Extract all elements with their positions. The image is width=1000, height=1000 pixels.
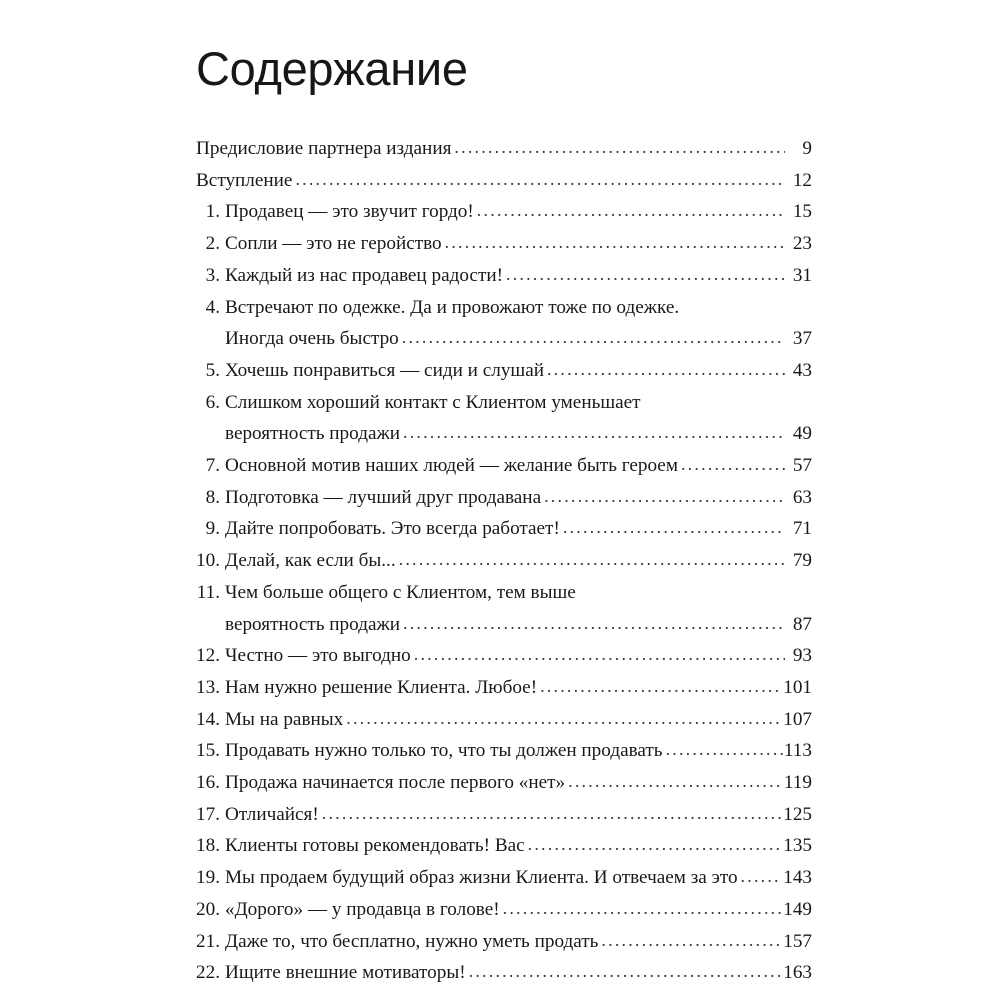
toc-dot-leader (477, 195, 785, 227)
toc-entry[interactable] (190, 704, 812, 736)
toc-page-number: 63 (792, 486, 812, 508)
toc-entry-number: 11. (196, 581, 220, 603)
toc-dot-leader (547, 354, 785, 386)
toc-entry-label: вероятность продажи (225, 423, 400, 445)
toc-entry-continuation-line (190, 609, 812, 641)
toc-entry-line (190, 862, 812, 894)
toc-entry[interactable] (190, 387, 812, 450)
toc-dot-leader (346, 703, 782, 735)
toc-entry[interactable] (190, 672, 812, 704)
toc-entry[interactable] (190, 165, 812, 197)
toc-dot-leader (563, 512, 785, 544)
toc-dot-leader (454, 132, 785, 164)
toc-entry-line (190, 355, 812, 387)
toc-entry[interactable] (190, 830, 812, 862)
toc-entry-number: 4. (205, 296, 220, 318)
toc-entry-number: 16. (196, 772, 220, 794)
toc-entry-label: Продажа начинается после первого «нет» (225, 772, 566, 794)
toc-page-number: 135 (783, 835, 812, 857)
toc-dot-leader (402, 322, 785, 354)
toc-entry-number: 3. (205, 264, 220, 286)
toc-entry-number: 9. (205, 518, 220, 540)
toc-page-number: 15 (792, 201, 812, 223)
toc-page-number: 71 (792, 518, 812, 540)
toc-entry-line (190, 260, 812, 292)
toc-dot-leader (741, 861, 783, 893)
table-of-contents-list (190, 133, 812, 989)
toc-entry-label: Подготовка — лучший друг продавана (225, 486, 542, 508)
toc-entry[interactable] (190, 196, 812, 228)
toc-page-number: 57 (792, 455, 812, 477)
toc-entry-number: 10. (196, 550, 220, 572)
toc-entry-label: Клиенты готовы рекомендовать! Вас (225, 835, 525, 857)
toc-entry-number: 15. (196, 740, 220, 762)
toc-entry-label: Даже то, что бесплатно, нужно уметь продать (225, 930, 599, 952)
toc-page-number: 93 (792, 645, 812, 667)
toc-entry-label: вероятность продажи (225, 613, 400, 635)
toc-entry-number: 8. (205, 486, 220, 508)
toc-dot-leader (322, 798, 782, 830)
toc-entry-label: Нам нужно решение Клиента. Любое! (225, 676, 538, 698)
toc-dot-leader (601, 925, 782, 957)
toc-entry-line (190, 545, 812, 577)
toc-entry-line (190, 957, 812, 989)
toc-entry-label: Продавец — это звучит гордо! (225, 201, 474, 223)
toc-dot-leader (666, 734, 783, 766)
toc-entry-line (190, 704, 812, 736)
toc-page-number: 125 (783, 803, 812, 825)
toc-entry-label: Отличайся! (225, 803, 319, 825)
toc-entry-line (190, 513, 812, 545)
toc-entry-line (190, 672, 812, 704)
toc-dot-leader (540, 671, 782, 703)
toc-entry-continuation-line (190, 418, 812, 450)
toc-page-number: 107 (783, 708, 812, 730)
toc-page-number: 101 (783, 676, 812, 698)
toc-page-number: 12 (792, 169, 812, 191)
toc-page-number: 149 (783, 898, 812, 920)
toc-entry[interactable] (190, 228, 812, 260)
toc-entry-label: Каждый из нас продавец радости! (225, 264, 503, 286)
toc-entry-line (190, 228, 812, 260)
toc-entry-number: 7. (205, 455, 220, 477)
toc-entry-label: Хочешь понравиться — сиди и слушай (225, 359, 544, 381)
toc-entry-label: Дайте попробовать. Это всегда работает! (225, 518, 560, 540)
toc-entry-label: Мы на равных (225, 708, 344, 730)
toc-page-number: 87 (792, 613, 812, 635)
toc-page-number: 23 (792, 233, 812, 255)
toc-entry-label: Чем больше общего с Клиентом, тем выше (225, 581, 576, 603)
toc-entry[interactable] (190, 545, 812, 577)
toc-entry[interactable] (190, 767, 812, 799)
toc-dot-leader (568, 766, 783, 798)
toc-entry-line (190, 482, 812, 514)
toc-entry-number: 21. (196, 930, 220, 952)
toc-entry-label: Вступление (196, 169, 293, 191)
toc-entry[interactable] (190, 260, 812, 292)
toc-dot-leader (469, 956, 783, 988)
toc-entry-line (190, 387, 812, 419)
toc-entry-line (190, 133, 812, 165)
toc-dot-leader (403, 608, 785, 640)
toc-entry-label: Ищите внешние мотиваторы! (225, 962, 466, 984)
toc-page-number: 49 (792, 423, 812, 445)
toc-entry-number: 14. (196, 708, 220, 730)
toc-dot-leader (506, 259, 785, 291)
toc-entry-number: 17. (196, 803, 220, 825)
toc-entry-number: 13. (196, 676, 220, 698)
toc-entry-label: Иногда очень быстро (225, 328, 399, 350)
toc-page-number: 37 (792, 328, 812, 350)
page-title: Содержание (196, 42, 468, 96)
toc-entry-label: Делай, как если бы... (225, 550, 396, 572)
toc-entry-line (190, 799, 812, 831)
toc-entry-line (190, 640, 812, 672)
toc-entry-line (190, 450, 812, 482)
toc-entry-number: 2. (205, 233, 220, 255)
toc-page-number: 163 (783, 962, 812, 984)
toc-entry-line (190, 830, 812, 862)
toc-entry-label: Слишком хороший контакт с Клиентом уменьшает (225, 391, 641, 413)
toc-page-number: 143 (783, 867, 812, 889)
toc-entry-number: 20. (196, 898, 220, 920)
toc-entry[interactable] (190, 482, 812, 514)
toc-entry-line (190, 767, 812, 799)
toc-entry-label: Сопли — это не геройство (225, 233, 442, 255)
toc-entry[interactable] (190, 862, 812, 894)
toc-entry[interactable] (190, 133, 812, 165)
toc-entry-number: 18. (196, 835, 220, 857)
toc-dot-leader (414, 639, 785, 671)
toc-dot-leader (544, 481, 785, 513)
toc-entry-number: 22. (196, 962, 220, 984)
toc-page-number: 119 (783, 772, 812, 794)
toc-page-number: 43 (792, 359, 812, 381)
toc-page-number: 113 (783, 740, 812, 762)
toc-entry[interactable] (190, 355, 812, 387)
toc-dot-leader (681, 449, 785, 481)
toc-entry[interactable] (190, 292, 812, 355)
toc-dot-leader (295, 164, 785, 196)
toc-entry-number: 19. (196, 867, 220, 889)
toc-entry[interactable] (190, 513, 812, 545)
toc-entry-line (190, 926, 812, 958)
toc-entry-continuation-line (190, 323, 812, 355)
toc-entry[interactable] (190, 735, 812, 767)
toc-entry-number: 12. (196, 645, 220, 667)
toc-page-number: 79 (792, 550, 812, 572)
toc-entry[interactable] (190, 926, 812, 958)
toc-dot-leader (503, 893, 783, 925)
toc-entry-label: Предисловие партнера издания (196, 138, 452, 159)
toc-entry[interactable] (190, 894, 812, 926)
toc-dot-leader (399, 544, 785, 576)
toc-entry-line (190, 292, 812, 324)
toc-entry[interactable] (190, 799, 812, 831)
toc-entry-label: Встречают по одежке. Да и провожают тоже по одежке. (225, 296, 680, 318)
toc-dot-leader (403, 417, 785, 449)
toc-entry-label: Продавать нужно только то, что ты должен продавать (225, 740, 663, 762)
toc-entry-label: Основной мотив наших людей — желание быть героем (225, 455, 678, 477)
toc-entry-label: Мы продаем будущий образ жизни Клиента. И отвечаем за это (225, 867, 738, 889)
toc-entry-number: 1. (205, 201, 220, 223)
toc-entry-number: 5. (205, 359, 220, 381)
toc-entry-label: «Дорого» — у продавца в голове! (225, 898, 500, 920)
toc-entry-line (190, 196, 812, 228)
toc-entry[interactable] (190, 640, 812, 672)
toc-entry[interactable] (190, 577, 812, 640)
toc-entry-label: Честно — это выгодно (225, 645, 411, 667)
toc-entry-line (190, 577, 812, 609)
toc-page-number: 157 (783, 930, 812, 952)
toc-entry-number: 6. (205, 391, 220, 413)
toc-entry-line (190, 894, 812, 926)
toc-entry[interactable] (190, 450, 812, 482)
toc-page-number: 31 (792, 264, 812, 286)
toc-dot-leader (528, 829, 783, 861)
toc-entry-line (190, 165, 812, 197)
toc-entry-line (190, 735, 812, 767)
toc-page-number: 9 (802, 138, 812, 159)
toc-dot-leader (445, 227, 785, 259)
toc-entry[interactable] (190, 957, 812, 989)
